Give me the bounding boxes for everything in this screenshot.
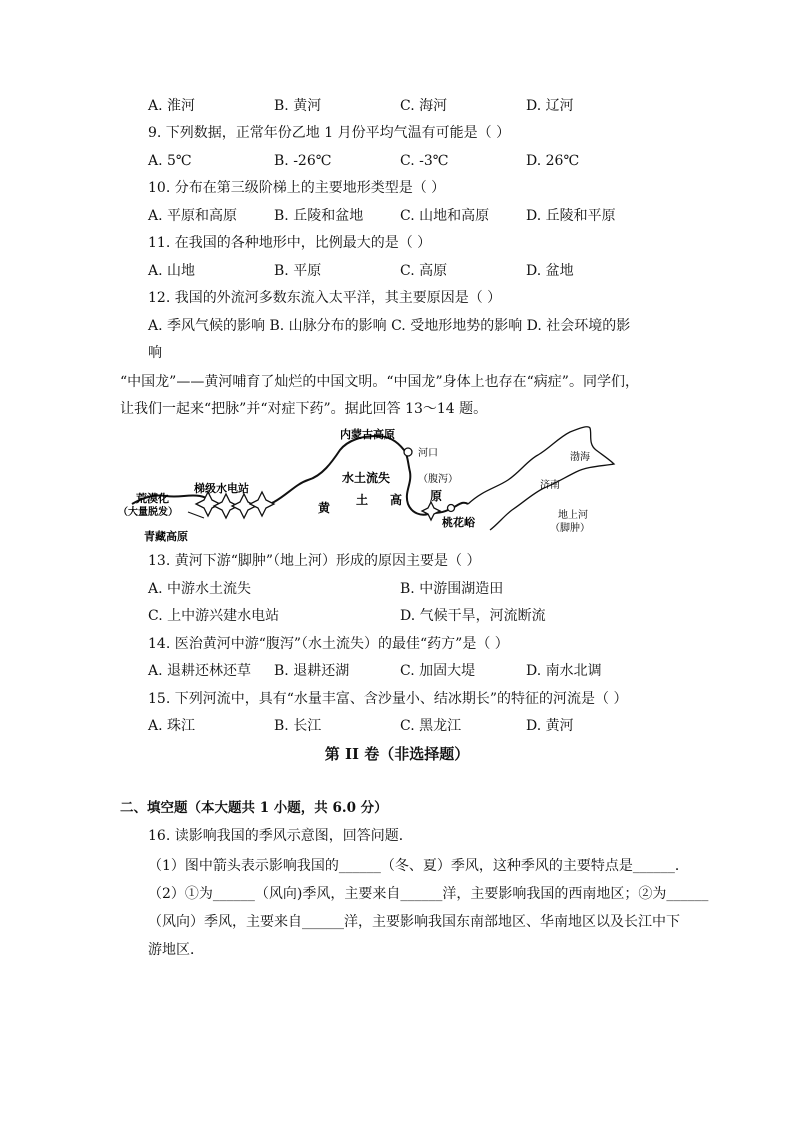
q8-option-b: B. 黄河 xyxy=(274,98,322,114)
label-qinghai-tibet: 青藏高原 xyxy=(144,530,188,543)
q9-option-d: D. 26℃ xyxy=(526,153,580,169)
q8-option-c: C. 海河 xyxy=(400,98,448,114)
hydro-station-marker xyxy=(250,492,274,516)
intro-line-1: “中国龙”——黄河哺育了灿烂的中国文明。“中国龙”身体上也存在“病症”。同学们， xyxy=(120,374,639,390)
q12-stem: 12. 我国的外流河多数东流入太平洋，其主要原因是（ ） xyxy=(148,290,502,306)
q16-stem: 16. 读影响我国的季风示意图，回答问题． xyxy=(148,828,413,844)
q16-part2-continued: （风向）季风，主要来自______洋，主要影响我国东南部地区、华南地区以及长江中下 xyxy=(148,914,680,930)
q12-options: A. 季风气候的影响 B. 山脉分布的影响 C. 受地形地势的影响 D. 社会环境的影 xyxy=(148,318,631,334)
q11-option-a: A. 山地 xyxy=(148,263,196,279)
q14-option-a: A. 退耕还林还草 xyxy=(148,663,252,679)
q14-stem: 14. 医治黄河中游“腹泻”（水土流失）的最佳“药方”是（ ） xyxy=(148,636,509,652)
label-hekou: 河口 xyxy=(418,448,438,459)
q13-option-b: B. 中游围湖造田 xyxy=(400,581,504,597)
part-two-title: 第 II 卷（非选择题） xyxy=(324,745,470,763)
label-swollen-feet: （脚肿） xyxy=(550,523,590,534)
q14-option-c: C. 加固大堤 xyxy=(400,663,476,679)
q15-option-c: C. 黑龙江 xyxy=(400,718,462,734)
q10-option-d: D. 丘陵和平原 xyxy=(526,208,616,224)
arrow-icon xyxy=(188,512,204,518)
label-plateau-yuan: 原 xyxy=(430,489,443,503)
q14-option-b: B. 退耕还湖 xyxy=(274,663,350,679)
q15-stem: 15. 下列河流中，具有“水量丰富、含沙量小、结冰期长”的特征的河流是（ ） xyxy=(148,691,628,707)
q13-option-d: D. 气候干旱，河流断流 xyxy=(400,608,546,624)
q10-option-a: A. 平原和高原 xyxy=(148,208,238,224)
label-tu: 土 xyxy=(356,493,369,507)
q9-option-a: A. 5℃ xyxy=(148,153,192,169)
hydro-station-marker xyxy=(232,494,256,518)
label-desertification: 荒漠化 xyxy=(136,492,169,505)
q8-option-d: D. 辽河 xyxy=(526,98,574,114)
label-hydro-station: 梯级水电站 xyxy=(194,482,249,495)
q9-stem: 9. 下列数据，正常年份乙地 1 月份平均气温有可能是（ ） xyxy=(148,125,511,141)
label-inner-mongolia: 内蒙古高原 xyxy=(340,428,395,441)
coastline xyxy=(468,427,614,530)
label-taohuayu: 桃花峪 xyxy=(442,516,475,529)
jinan-marker xyxy=(448,505,455,512)
q11-option-d: D. 盆地 xyxy=(526,263,574,279)
q10-stem: 10. 分布在第三级阶梯上的主要地形类型是（ ） xyxy=(148,180,446,196)
q12-options-continued: 响 xyxy=(148,345,162,361)
label-diarrhea: （腹泻） xyxy=(418,474,458,485)
q16-part2-end: 游地区． xyxy=(148,942,204,958)
label-hair-loss: （大量脱发） xyxy=(118,507,178,518)
label-elevated-river: 地上河 xyxy=(558,510,588,521)
yellow-river-map xyxy=(118,420,618,545)
label-bohai: 渤海 xyxy=(570,452,590,463)
section-two-heading: 二、填空题（本大题共 1 小题，共 6.0 分） xyxy=(120,800,388,816)
q10-option-b: B. 丘陵和盆地 xyxy=(274,208,364,224)
q11-option-b: B. 平原 xyxy=(274,263,322,279)
label-gao: 高 xyxy=(390,493,403,507)
q16-part2: （2）①为______（风向)季风，主要来自______洋，主要影响我国的西南地区；②为______ xyxy=(148,886,709,902)
q14-option-d: D. 南水北调 xyxy=(526,663,602,679)
q9-option-b: B. -26℃ xyxy=(274,153,332,169)
q15-option-b: B. 长江 xyxy=(274,718,322,734)
q15-option-a: A. 珠江 xyxy=(148,718,196,734)
label-jinan: 济南 xyxy=(540,480,560,491)
q13-stem: 13. 黄河下游“脚肿”（地上河）形成的原因主要是（ ） xyxy=(148,553,481,569)
q13-option-c: C. 上中游兴建水电站 xyxy=(148,608,280,624)
q11-option-c: C. 高原 xyxy=(400,263,448,279)
label-huang: 黄 xyxy=(318,501,331,515)
q16-part1: （1）图中箭头表示影响我国的______（冬、夏）季风，这种季风的主要特点是______． xyxy=(148,858,689,874)
q15-option-d: D. 黄河 xyxy=(526,718,574,734)
hydro-station-markers xyxy=(196,492,274,518)
label-water-loss: 水土流失 xyxy=(342,471,391,485)
hekou-marker xyxy=(404,448,412,456)
q11-stem: 11. 在我国的各种地形中，比例最大的是（ ） xyxy=(148,235,432,251)
q10-option-c: C. 山地和高原 xyxy=(400,208,490,224)
q9-option-c: C. -3℃ xyxy=(400,153,449,169)
q8-option-a: A. 淮河 xyxy=(148,98,196,114)
intro-line-2: 让我们一起来“把脉”并“对症下药”。据此回答 13～14 题。 xyxy=(120,401,488,417)
q13-option-a: A. 中游水土流失 xyxy=(148,581,252,597)
taohuayu-marker xyxy=(422,502,440,520)
